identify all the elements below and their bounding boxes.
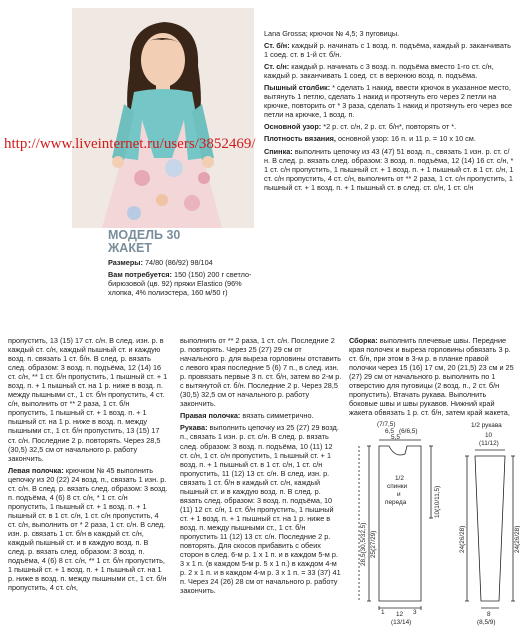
- materials-value: 150 (150) 200 г светло-бирюзовой (цв. 92) пряжи Elastico (96% хлопка, 4% полиэстера, 160 м/50 г): [108, 270, 252, 298]
- sizes-paragraph: [108, 258, 254, 267]
- instruction-heading: Спинка:: [264, 146, 293, 156]
- pattern-schematic: [355, 418, 520, 633]
- instruction-text: каждый р. начинать с 3 возд. п. подъёма вместо 1-го ст. с/н, каждый р. заканчивать 1 соед. ст. в верхнюю возд. п. подъёма.: [264, 62, 494, 81]
- instruction-heading: Левая полочка:: [8, 465, 64, 475]
- instructions-top-right: [264, 29, 514, 334]
- instruction-paragraph: [264, 41, 514, 59]
- instruction-paragraph: [349, 336, 517, 418]
- instruction-paragraph: [264, 83, 514, 119]
- instruction-text: крючком № 45 выполнить цепочку из 20 (22) 24 возд. п., связать 1 изн. р. ст. с/н. В след. р. вязать след. образом: 3 возд. п. подъёма, 4 (6) 8 ст. с/н, * 1 ст. с/н пропустить, 1 пышный ст. + 1 возд. п. + 1 пышный ст. в 1 ст. с/н, 1 ст. с/н пропустить, 4 ст. с/н, выполнить от * 2 раза, 1 ст. с/н. В след. изн. р. связать 1 ст. б/н в каждый ст. с/н, каждый пышный ст. и в каждую возд. п. В след. р. вязать след. образом: 3 возд. п. подъёма, 4 (6) 8 ст. с/н, ** 1 ст. б/н пропустить, 1 пышный ст. + 1 возд. п. + 1 пышный ст. на 1 р. ниже в возд. п. между пышными ст., 1 ст. б/н пропустить, 4 ст. с/н,: [8, 465, 168, 593]
- body-small-right: 3: [413, 609, 417, 616]
- body-inner-3: и: [397, 491, 401, 498]
- instruction-heading: Рукава:: [180, 423, 208, 433]
- instruction-text: * сделать 1 накид, ввести крючок в указанное место, вытянуть 1 петлю, сделать 1 накид и протянуть его через 2 петли на крючке, повторить от * 3 раза, сделать 1 накид и протянуть его через все петли на крючке, 1 возд. п.: [264, 83, 513, 120]
- instruction-paragraph: [8, 336, 168, 463]
- instruction-paragraph: [264, 147, 514, 192]
- body-inner-1: 1/2: [395, 475, 404, 482]
- instruction-text: основной узор: 16 п. и 11 р. = 10 х 10 см.: [335, 134, 476, 144]
- sleeve-bottom-1: 8: [487, 611, 491, 618]
- instruction-heading: Плотность вязания,: [264, 134, 336, 144]
- instruction-paragraph: [180, 336, 342, 408]
- body-side-total: 28,5(30,5/32,5): [360, 522, 367, 566]
- instruction-text: выполнить цепочку из 25 (27) 29 возд. п., связать 1 изн. р. ст. с/н. В след. р. вязать след. образом: 3 возд. п. подъёма, 10 (11) 12 ст. с/н, 1 ст. с/н пропустить, 1 пышный ст. + 1 возд. п. + 1 пышный ст. в 1 ст. с/н, 1 ст. с/н пропустить, 11 (12) 13 ст. с/н. В след. изн. р. связать 1 ст. б/н в каждый ст. с/н, каждый пышный ст. и в каждую возд. п. В след. р. вязать след. образом: 3 возд. п. подъёма, 10 (11) 12 ст. с/н, 1 ст. б/н пропустить, 1 пышный ст. + 1 возд. п. + 1 пышный ст. на 1 р. ниже в возд. п. между пышными ст., 1 ст. б/н пропустить 11 (12) 13 ст. с/н. Последние 2 р. повторять. Для скосов прибавить с обеих сторон в след. 6-м р. 1 х 1 п. и в каждом 5-м р. 3 х 1 п. (в каждом 5-м р. 5 х 1 п.) в каждом 4-м р. 2 х 1 п. и в каждом 4-м р. 3 х 1 п. = 33 (37) 41 п. Через 24 (26) 28 см от начального р. работу закончить.: [180, 423, 341, 596]
- instruction-heading: Ст. с/н:: [264, 62, 290, 72]
- instruction-paragraph: [264, 122, 514, 131]
- sleeve-top-2: (11/12): [479, 440, 499, 447]
- instruction-heading: Сборка:: [349, 336, 378, 345]
- body-top-small: 6,5: [385, 428, 394, 435]
- sleeve-right: 24(26/28): [514, 525, 520, 553]
- model-number: МОДЕЛЬ 30: [108, 228, 181, 242]
- watermark-url[interactable]: http://www.liveinternet.ru/users/3852469/: [4, 136, 256, 152]
- sizes-label: Размеры:: [108, 258, 143, 267]
- instructions-column-1: [8, 336, 168, 636]
- instruction-heading: Основной узор:: [264, 122, 322, 132]
- body-top-left: (7/7,5): [377, 421, 396, 428]
- sleeve-title: 1/2 рукава: [471, 422, 502, 429]
- materials-label: Вам потребуется:: [108, 270, 172, 280]
- instruction-text: каждый р. начинать с 1 возд. п. подъёма, каждый р. заканчивать 1 соед. ст. в 1-й ст. б/н.: [264, 41, 511, 60]
- instruction-text: выполнить цепочку из 43 (47) 51 возд. п., связать 1 изн. р. ст. с/н. В след. р. вязать след. образом: 3 возд. п. подъёма, 12 (14) 16 ст. с/н, * 1 ст. с/н пропустить, 1 пышный ст. + 1 возд. п. + 1 пышный ст. в 1 ст. с/н, 1 ст. с/н пропустить, 4 ст. с/н, выполнить от ** 2 раза, 1 ст. с/н пропустить, 1 пышный ст. + 1 возд. п. + 1 пышный ст. в след. ст. с/н, 1 ст. с/н: [264, 146, 514, 192]
- instruction-heading: Ст. б/н:: [264, 41, 290, 51]
- instruction-text: выполнить от ** 2 раза, 1 ст. с/н. Последние 2 р. повторять. Через 25 (27) 29 см от начального р. для выреза горловины отставить с левого края последние 5 (6) 7 п., в след. изн. р. провязать первые 3 п. ст. б/н, затем во 2-м р. с вытянутой ст. б/н. Последние 2 р. Через 28,5 (30,5) 32,5 см от начального р. работу закончить.: [180, 336, 342, 409]
- instruction-paragraph: [264, 29, 514, 38]
- body-piece: [359, 440, 433, 610]
- sizes-materials: [108, 258, 254, 306]
- girl-illustration: [72, 8, 254, 228]
- body-top-right: (6/6,5): [399, 428, 418, 435]
- sleeve-bottom-2: (8,5/9): [477, 619, 496, 626]
- instruction-text: Lana Grossa; крючок № 4,5; 3 пуговицы.: [264, 29, 400, 38]
- item-name: ЖАКЕТ: [108, 241, 152, 255]
- instruction-paragraph: [8, 466, 168, 593]
- body-inner-4: переда: [385, 499, 407, 506]
- model-title: [108, 229, 180, 255]
- instruction-paragraph: [264, 62, 514, 80]
- schematic-svg: [355, 418, 520, 633]
- body-top-label: 5,5: [391, 434, 400, 441]
- body-right-height: 10(10/11,5): [434, 485, 441, 518]
- instruction-text: *2 р. ст. с/н, 2 р. ст. б/н*, повторять от *.: [321, 122, 457, 132]
- sleeve-top-1: 10: [485, 432, 493, 439]
- materials-paragraph: [108, 270, 254, 297]
- body-bottom-2: (13/14): [391, 619, 412, 626]
- instruction-text: вязать симметрично.: [240, 411, 314, 421]
- sleeve-piece: [465, 450, 515, 608]
- body-bottom-1: 12: [396, 611, 404, 618]
- body-side-height: 25(27/29): [370, 530, 377, 558]
- body-small-left: 1: [381, 609, 385, 616]
- instruction-text: выполнить плечевые швы. Передние края полочек и выреза горловины обвязать 3 р. ст. б/н, при этом в 3-м р. в планке правой полочки через 15 (16) 17 см, 20 (21,5) 23 см и 25 (27) 29 см от начального р. выполнить по 1 отверстию для пуговицы (2 возд. п., 2 ст. б/н пропустить). Втачать рукава. Выполнить боковые швы и швы рукавов. Нижний край жакета обвязать 1 р. ст. б/н, затем край жакета,: [349, 336, 514, 418]
- instruction-heading: Правая полочка:: [180, 411, 241, 421]
- body-inner-2: спинки: [387, 483, 408, 490]
- sleeve-left: 24(26/28): [459, 525, 466, 553]
- model-photo: [72, 8, 254, 228]
- instruction-text: пропустить, 13 (15) 17 ст. с/н. В след. изн. р. в каждый ст. с/н, каждый пышный ст. и каждую возд. п. связать 1 ст. б/н. В след. р. вязать след. образом: 3 возд. п. подъёма, 12 (14) 16 ст. с/н, ** 1 ст. б/н пропустить, 1 пышный ст. + 1 возд. п. + 1 пышный ст. на 1 р. ниже в возд. п. между пышными ст., 1 ст. б/н пропустить, 4 ст. с/н, выполнить от ** 2 раза, 1 ст. б/н пропустить, 1 пышный ст. + 1 возд. п. + 1 пышный ст. на 1 р. ниже в возд. п. между пышными ст., 1 ст. б/н пропустить, 13 (15) 17 ст. с/н. Последние 2 р. повторять. Через 28,5 (30,5) 32,5 см от начального р. работу закончить.: [8, 336, 168, 463]
- instruction-paragraph: [264, 134, 514, 143]
- sizes-value: 74/80 (86/92) 98/104: [142, 258, 213, 267]
- instruction-paragraph: [180, 423, 342, 595]
- instruction-heading: Пышный столбик:: [264, 83, 331, 93]
- instructions-column-2: [180, 336, 342, 636]
- instruction-paragraph: [180, 411, 342, 420]
- instructions-column-3: [349, 336, 517, 418]
